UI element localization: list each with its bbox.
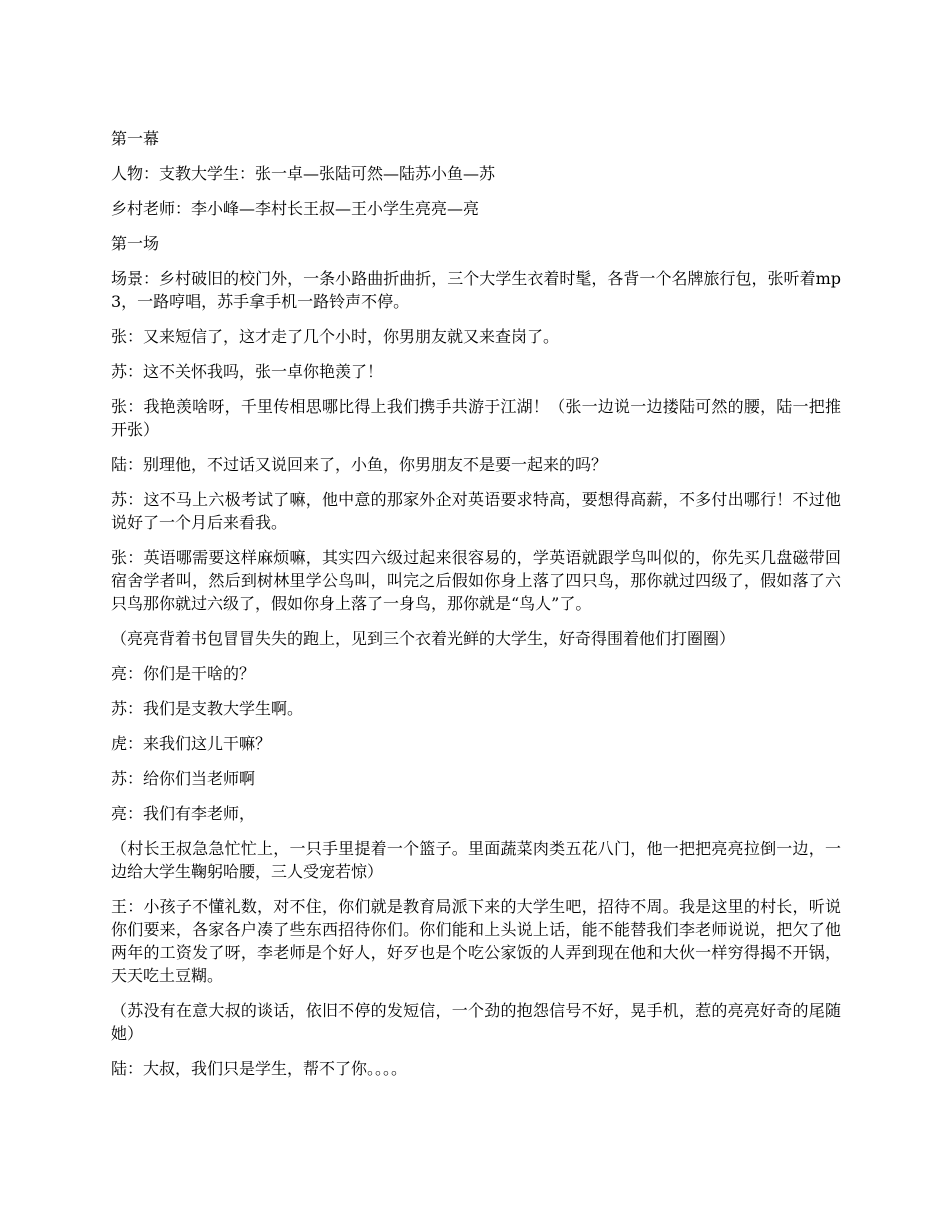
stage-direction: （亮亮背着书包冒冒失失的跑上，见到三个衣着光鲜的大学生，好奇得围着他们打圈圈） xyxy=(111,629,736,648)
dialogue-line: 王：小孩子不懂礼数，对不住，你们就是教育局派下来的大学生吧，招待不周。我是这里的村长，听说你们要来，各家各户凑了些东西招待你们。你们能和上头说上话，能不能替我们李老师说说，把欠了他两年的工资发了呀，李老师是个好人，好歹也是个吃公家饭的人弄到现在他和大伙一样穷得揭不开锅，天天吃土豆糊。 xyxy=(111,897,841,985)
scene-description: 场景：乡村破旧的校门外，一条小路曲折曲折，三个大学生衣着时髦，各背一个名牌旅行包，张听着mp3，一路哼唱，苏手拿手机一路铃声不停。 xyxy=(111,269,841,311)
dialogue-line: 张：英语哪需要这样麻烦嘛，其实四六级过起来很容易的，学英语就跟学鸟叫似的，你先买几盘磁带回宿舍学者叫，然后到树林里学公鸟叫，叫完之后假如你身上落了四只鸟，那你就过四级了，假如落了六只鸟那你就过六级了，假如你身上落了一身鸟，那你就是“鸟人”了。 xyxy=(111,548,841,613)
characters-villagers: 乡村老师：李小峰—李村长王叔—王小学生亮亮—亮 xyxy=(111,199,480,218)
dialogue-line: 虎：来我们这儿干嘛？ xyxy=(111,734,272,753)
dialogue-line: 张：又来短信了，这才走了几个小时，你男朋友就又来查岗了。 xyxy=(111,327,560,346)
dialogue-line: 苏：这不关怀我吗，张一卓你艳羡了！ xyxy=(111,362,384,381)
script-text xyxy=(111,127,841,1092)
characters-students: 人物：支教大学生：张一卓—张陆可然—陆苏小鱼—苏 xyxy=(111,164,496,183)
act-heading: 第一幕 xyxy=(111,129,160,148)
dialogue-line: 亮：你们是干啥的？ xyxy=(111,664,256,683)
scene-heading: 第一场 xyxy=(111,234,160,253)
dialogue-line: 张：我艳羡啥呀，千里传相思哪比得上我们携手共游于江湖！（张一边说一边搂陆可然的腰，陆一把推开张） xyxy=(111,397,841,439)
dialogue-line: 陆：别理他，不过话又说回来了，小鱼，你男朋友不是要一起来的吗？ xyxy=(111,455,608,474)
dialogue-line: 亮：我们有李老师， xyxy=(111,804,256,823)
dialogue-line: 陆：大叔，我们只是学生，帮不了你。。。。 xyxy=(111,1059,408,1078)
dialogue-line: 苏：给你们当老师啊 xyxy=(111,769,256,788)
dialogue-line: 苏：我们是支教大学生啊。 xyxy=(111,699,304,718)
stage-direction: （苏没有在意大叔的谈话，依旧不停的发短信，一个劲的抱怨信号不好，晃手机，惹的亮亮好奇的尾随她） xyxy=(111,1001,841,1043)
stage-direction: （村长王叔急急忙忙上，一只手里提着一个篮子。里面蔬菜肉类五花八门，他一把把亮亮拉倒一边，一边给大学生鞠躬哈腰，三人受宠若惊） xyxy=(111,839,841,881)
dialogue-line: 苏：这不马上六极考试了嘛，他中意的那家外企对英语要求特高，要想得高薪，不多付出哪行！不过他说好了一个月后来看我。 xyxy=(111,490,841,532)
